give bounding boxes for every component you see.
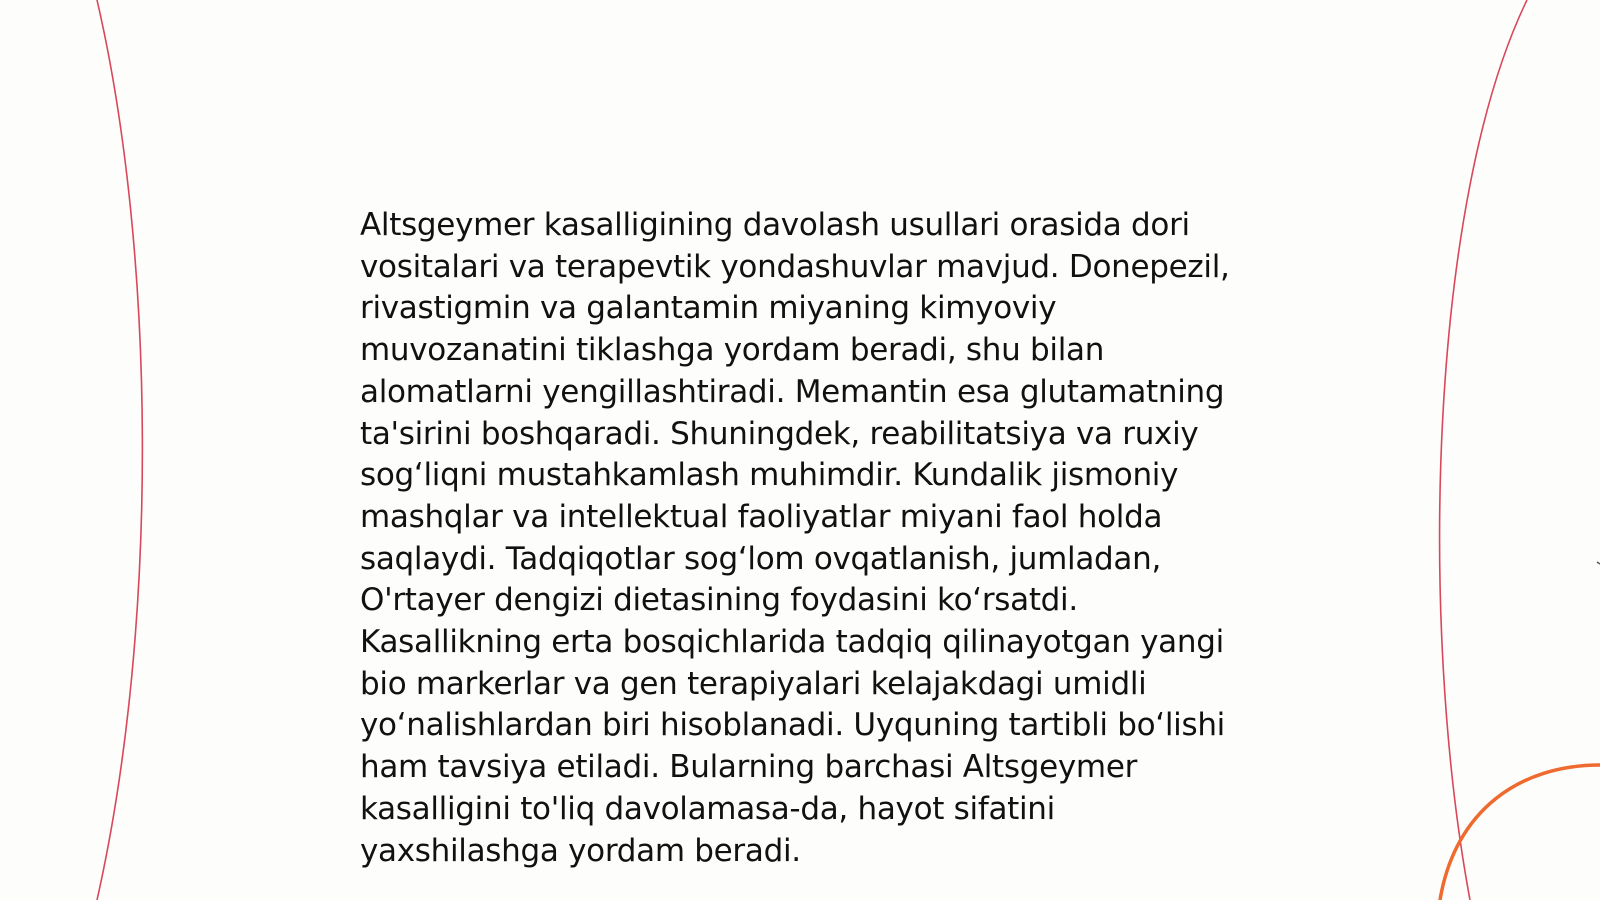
orange-arc — [1440, 765, 1600, 900]
right-curve — [1440, 0, 1527, 900]
body-paragraph: Altsgeymer kasalligining davolash usullari orasida dori vositalari va terapevtik yondashuvlar mavjud. Donepezil, rivastigmin va galantamin miyaning kimyoviy muvozanatini tiklashga yordam beradi, shu bilan alomatlarni yengillashtiradi. Memantin esa glutamatning ta'sirini boshqaradi. Shuningdek, reabilitatsiya va ruxiy sog‘liqni mustahkamlash muhimdir. Kundalik jismoniy mashqlar va intellektual faoliyatlar miyani faol holda saqlaydi. Tadqiqotlar sog‘lom ovqatlanish, jumladan, O'rtayer dengizi dietasining foydasini ko‘rsatdi. Kasallikning erta bosqichlarida tadqiq qilinayotgan yangi bio markerlar va gen terapiyalari kelajakdagi umidli yo‘nalishlardan biri hisoblanadi. Uyquning tartibli bo‘lishi ham tavsiya etiladi. Bularning barchasi Altsgeymer kasalligini to'liq davolamasa-da, hayot sifatini yaxshilashga yordam beradi. — [360, 207, 1230, 869]
left-curve — [97, 0, 142, 900]
